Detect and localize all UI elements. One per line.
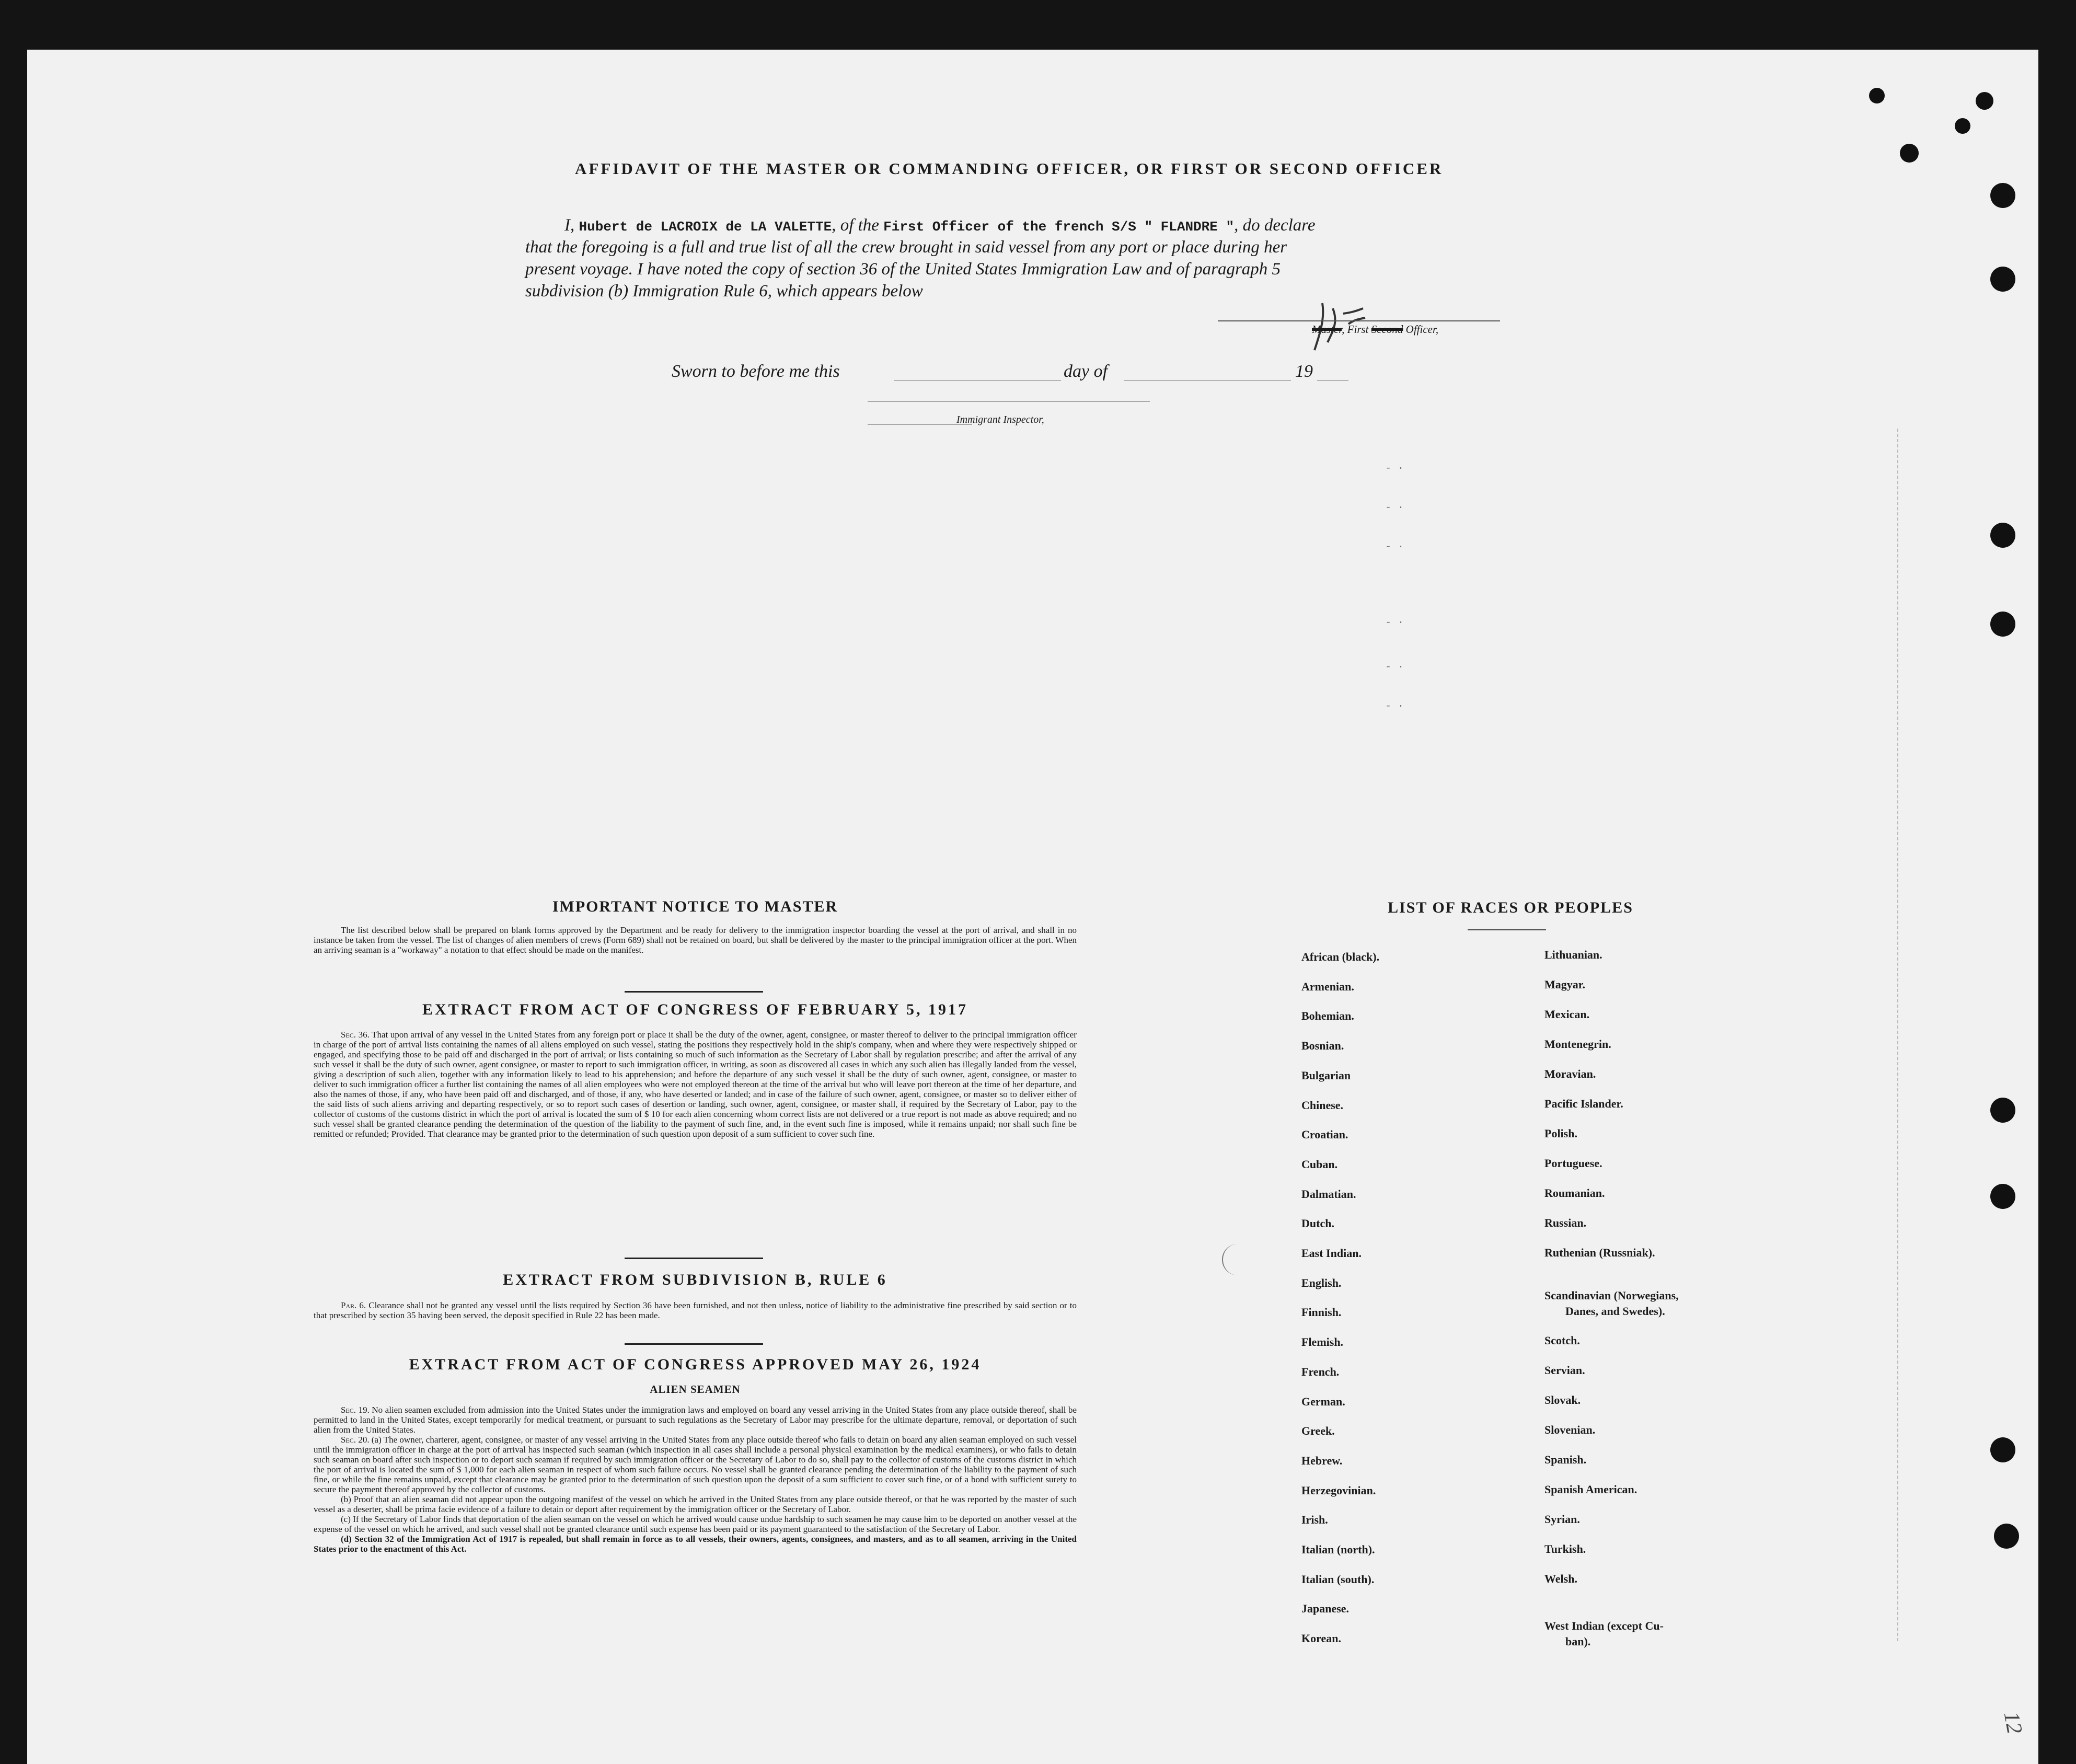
punch-hole: [1990, 267, 2015, 292]
affidavit-line-4: subdivision (b) Immigration Rule 6, which appears below: [525, 282, 923, 301]
extract-1917-title: EXTRACT FROM ACT OF CONGRESS OF FEBRUARY 5, 1917: [422, 1001, 968, 1018]
sec-20a-text: (a) The owner, charterer, agent, consignee, or master of any vessel arriving in the United States from any place outside thereof who fails to detain on board any alien seaman employed on such vessel until the immigration officer in charge at the port of arrival has inspected such seaman (which inspection in all cases shall include a personal physical examination by the medical examiners), or who fails to detain such seaman on board after such inspection or to deport such seaman if required by such immigration officer or the Secretary of Labor to do so, shall pay to the collector of customs of the customs district in which the port of arrival is located the sum of $ 1,000 for each alien seaman in respect of whom such failure occurs. No vessel shall be granted clearance pending the determination of the liability to the payment of such fine, or while the fine remains unpaid, except that clearance may be granted prior to the determination of such question upon the deposit of a sum sufficient to cover such fine, or of a bond with sufficient surety to secure the payment thereof approved by the collector of customs.: [314, 1435, 1077, 1494]
sec-20c-text: (c) If the Secretary of Labor finds that deportation of the alien seaman on the vessel on which he arrived would cause undue hardship to such seamen he may cause him to be deported on another vessel at the expense of the vessel on which he arrived, and such vessel shall not be granted clearance until such expense has been paid or its payment guaranteed to the satisfaction of the Secretary of Labor.: [314, 1514, 1077, 1534]
race-item: Greek.: [1301, 1424, 1335, 1438]
punch-hole: [1990, 1184, 2015, 1209]
divider: [625, 1258, 763, 1259]
inspector-line-top: [868, 401, 1150, 402]
race-item: East Indian.: [1301, 1247, 1362, 1260]
faint-mark: - ·: [1385, 661, 1404, 673]
race-item: Russian.: [1544, 1216, 1587, 1229]
edge-ticks: [1897, 429, 1900, 1641]
faint-mark: - ·: [1385, 463, 1404, 475]
ink-speck: [1976, 92, 1993, 110]
notice-text: The list described below shall be prepared on blank forms approved by the Department and be ready for delivery to the immigration inspector boarding the vessel at the port of arrival, and shall in no instance be taken from the vessel. The list of changes of alien members of crews (Form 689) shall not be retained on board, but shall be delivered by the master to the principal immigration officer at the port. When an arriving seaman is a "workaway" a notation to that effect should be made on the manifest.: [314, 925, 1077, 955]
race-item: German.: [1301, 1394, 1345, 1408]
race-item: Japanese.: [1301, 1602, 1350, 1616]
faint-mark: - ·: [1385, 502, 1404, 514]
punch-hole: [1990, 1437, 2015, 1462]
extract-1917-body: [314, 1030, 1077, 1139]
affidavit-do-declare: , do declare: [1234, 216, 1316, 235]
race-item: Herzegovinian.: [1301, 1483, 1376, 1497]
sec-19-text: No alien seamen excluded from admission into the United States under the immigration laws and employed on board any vessel arriving in the United States from any place outside thereof, shall be permitted to land in the United States, except temporarily for medical treatment, or pursuant to such regulations as the Secretary of Labor may prescribe for the ultimate departure, removal, or deportation of such alien from the United States.: [314, 1405, 1077, 1435]
officer-role-master: Master: [1312, 323, 1342, 336]
ink-speck: [1869, 88, 1885, 103]
rule6-title: EXTRACT FROM SUBDIVISION B, RULE 6: [503, 1271, 887, 1288]
race-item: Turkish.: [1544, 1542, 1586, 1555]
sworn-year-label: 19: [1295, 362, 1313, 381]
race-item: Servian.: [1544, 1364, 1585, 1377]
par-6-text: Clearance shall not be granted any vessel until the lists required by Section 36 have been furnished, and not then unless, notice of liability to the administrative fine prescribed by said section or to that prescribed by section 35 having been served, the deposit specified in Rule 22 has been made.: [314, 1300, 1077, 1320]
par-6-label: Par. 6.: [341, 1300, 366, 1310]
extract-1924-body: [314, 1405, 1077, 1554]
race-item: ban).: [1565, 1635, 1591, 1648]
race-item: Bulgarian: [1301, 1068, 1351, 1082]
race-item: Lithuanian.: [1544, 948, 1602, 961]
punch-hole: [1990, 1098, 2015, 1123]
race-item: Spanish American.: [1544, 1483, 1637, 1496]
punch-hole: [1990, 612, 2015, 637]
race-item: Slovak.: [1544, 1393, 1581, 1406]
race-item: English.: [1301, 1276, 1342, 1289]
ink-speck: [1955, 118, 1970, 134]
race-item: Roumanian.: [1544, 1186, 1605, 1200]
punch-hole: [1990, 523, 2015, 548]
race-item: Ruthenian (Russniak).: [1544, 1246, 1655, 1259]
affidavit-i-prefix: I,: [564, 216, 575, 235]
race-item: Scandinavian (Norwegians,: [1544, 1289, 1679, 1302]
page-number: 12: [1999, 1710, 2027, 1736]
affidavit-line-3: present voyage. I have noted the copy of section 36 of the United States Immigration Law and of paragraph 5: [525, 260, 1281, 279]
sec-20d-text: (d) Section 32 of the Immigration Act of 1917 is repealed, but shall remain in force as to all vessels, their owners, agents, consignees, and masters, and as to all seamen, arriving in the United States prior to the enactment of this Act.: [314, 1534, 1077, 1554]
officer-role-second: Second: [1371, 323, 1403, 336]
race-item: Hebrew.: [1301, 1454, 1343, 1467]
race-item: Armenian.: [1301, 979, 1354, 993]
race-item: Welsh.: [1544, 1572, 1577, 1585]
race-item: Montenegrin.: [1544, 1037, 1611, 1051]
alien-seamen-subtitle: ALIEN SEAMEN: [650, 1383, 741, 1396]
race-item: Portuguese.: [1544, 1157, 1602, 1170]
divider: [625, 1343, 763, 1345]
sec-20-label: Sec. 20.: [341, 1435, 370, 1445]
race-item: Cuban.: [1301, 1157, 1338, 1171]
affidavit-title: AFFIDAVIT OF THE MASTER OR COMMANDING OFFICER, OR FIRST OR SECOND OFFICER: [575, 159, 1444, 178]
officer-role-suffix: Officer,: [1403, 323, 1439, 336]
race-item: African (black).: [1301, 950, 1380, 963]
race-item: Magyar.: [1544, 978, 1586, 991]
vessel-role: First Officer of the french S/S " FLANDRE ": [883, 219, 1235, 235]
faint-mark: - ·: [1385, 700, 1404, 712]
race-item: Italian (south).: [1301, 1572, 1375, 1586]
divider: [1468, 929, 1546, 930]
race-item: Irish.: [1301, 1513, 1328, 1527]
officer-role-label: [1312, 323, 1438, 336]
punch-hole: [1990, 183, 2015, 208]
race-item: Polish.: [1544, 1127, 1577, 1140]
sec-20b-text: (b) Proof that an alien seaman did not appear upon the outgoing manifest of the vessel on which he arrived in the United States from any place outside thereof, or that he was reported by the master of such vessel as a deserter, shall be prima facie evidence of a failure to detain or deport after requirement by the immigration officer or the Secretary of Labor.: [314, 1494, 1077, 1514]
race-item: Finnish.: [1301, 1306, 1342, 1319]
officer-role-first: , First: [1342, 323, 1369, 336]
race-item: Korean.: [1301, 1632, 1341, 1645]
race-item: Italian (north).: [1301, 1543, 1375, 1556]
affidavit-line-1: [564, 216, 1316, 235]
race-item: Dalmatian.: [1301, 1187, 1356, 1201]
race-item: Bohemian.: [1301, 1009, 1354, 1023]
affidavit-of-the: , of the: [832, 216, 879, 235]
faint-mark: - ·: [1385, 541, 1404, 553]
extract-1924-title: EXTRACT FROM ACT OF CONGRESS APPROVED MAY 26, 1924: [409, 1356, 982, 1373]
race-item: Chinese.: [1301, 1098, 1344, 1112]
punch-hole: [1994, 1524, 2019, 1549]
faint-mark: - ·: [1385, 617, 1404, 629]
inspector-label: Immigrant Inspector,: [956, 414, 1044, 425]
notice-title: IMPORTANT NOTICE TO MASTER: [552, 898, 838, 915]
sec-36-text: That upon arrival of any vessel in the United States from any foreign port or place it shall be the duty of the owner, agent, consignee, or master thereof to deliver to the principal immigration officer in charge of the port of arrival lists containing the names of all aliens employed on such vessel, stating the positions they respectively hold in the ship's company, when and where they were respectively shipped or engaged, and specifying those to be paid off and discharged in the port of arrival; or lists containing so much of such information as the Secretary of Labor shall by regulation prescribe; and after the arrival of any such vessel it shall be the duty of such owner, agent consignee, or master to report to such immigration officer, in writing, as soon as discovered all cases in which any such alien has illegally landed from the vessel, giving a description of such alien, together with any information likely to lead to his apprehension; and before the departure of any such vessel it shall be the duty of such owner, agent, consignee, or master to deliver to such immigration officer a further list containing the names of all alien employees who were not employed thereon at the time of the arrival but who will leave port thereon at the time of her departure, and also the names of those, if any, who have been paid off and discharged, and of those, if any, who have deserted or landed; and in case of the failure of such owner, agent, consignee, or master so to deliver either of the said lists of such aliens arriving and departing respectively, or so to report such cases of desertion or landing, such owner, agent, consignee, or master shall, if required by the Secretary of Labor, pay to the collector of customs of the customs district in which the port of arrival is located the sum of $ 10 for each alien concerning whom correct lists are not delivered or a true report is not made as above required; and no such vessel shall be granted clearance pending the determination of the question of the liability to the payment of such fine, and, in the event such fine is imposed, while it remains unpaid; nor shall such fine be remitted or refunded; Provided. That clearance may be granted prior to the determination of such question upon deposit of a sum sufficient to cover such fine.: [314, 1030, 1077, 1139]
sworn-prefix: Sworn to before me this: [672, 362, 840, 381]
race-item: Scotch.: [1544, 1334, 1580, 1347]
affidavit-line-2: that the foregoing is a full and true list of all the crew brought in said vessel from any port or place during her: [525, 238, 1287, 257]
rule6-body: [314, 1300, 1077, 1320]
declarant-name: Hubert de LACROIX de LA VALETTE: [579, 219, 832, 235]
race-item: Bosnian.: [1301, 1039, 1344, 1053]
race-item: Flemish.: [1301, 1335, 1344, 1349]
race-item: Mexican.: [1544, 1008, 1590, 1021]
race-item: Spanish.: [1544, 1453, 1587, 1466]
signature-line: [1218, 320, 1500, 321]
race-item: French.: [1301, 1365, 1340, 1378]
race-item: Croatian.: [1301, 1128, 1348, 1142]
race-item: Pacific Islander.: [1544, 1097, 1623, 1110]
race-item: West Indian (except Cu-: [1544, 1619, 1664, 1632]
race-item: Danes, and Swedes).: [1565, 1305, 1665, 1318]
sec-19-label: Sec. 19.: [341, 1405, 370, 1415]
ink-speck: [1900, 144, 1919, 163]
race-item: Syrian.: [1544, 1513, 1580, 1526]
races-title: LIST OF RACES OR PEOPLES: [1388, 899, 1633, 916]
sworn-day-label: day of: [1064, 362, 1108, 381]
sec-36-label: Sec. 36.: [341, 1030, 370, 1040]
notice-body: [314, 925, 1077, 955]
race-item: Dutch.: [1301, 1217, 1334, 1230]
divider: [625, 991, 763, 993]
race-item: Slovenian.: [1544, 1423, 1596, 1436]
race-item: Moravian.: [1544, 1067, 1596, 1080]
